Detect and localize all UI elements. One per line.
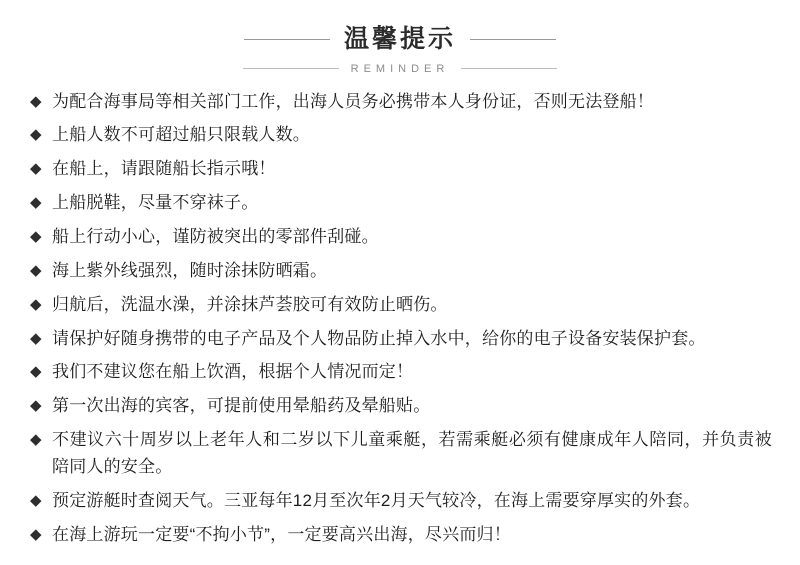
title-row	[244, 26, 556, 54]
list-item	[30, 224, 772, 251]
list-item-text: 在船上，请跟随船长指示哦！	[52, 159, 276, 179]
list-item	[30, 89, 772, 116]
diamond-bullet-icon: ◆	[30, 431, 42, 449]
list-item-text: 船上行动小心，谨防被突出的零部件刮碰。	[52, 226, 379, 246]
list-item-text: 预定游艇时查阅天气。三亚每年12月至次年2月天气较冷，在海上需要穿厚实的外套。	[52, 490, 701, 510]
list-item	[30, 488, 772, 515]
page-header	[26, 26, 774, 75]
list-item-text: 我们不建议您在船上饮酒，根据个人情况而定！	[52, 362, 414, 382]
diamond-bullet-icon: ◆	[30, 397, 42, 415]
list-item	[30, 359, 772, 386]
diamond-bullet-icon: ◆	[30, 295, 42, 313]
subtitle-row	[243, 63, 558, 75]
page-subtitle: REMINDER	[350, 62, 450, 75]
list-item	[30, 292, 772, 319]
list-item	[30, 522, 772, 549]
diamond-bullet-icon: ◆	[30, 92, 42, 110]
diamond-bullet-icon: ◆	[30, 363, 42, 381]
list-item-text: 请保护好随身携带的电子产品及个人物品防止掉入水中，给你的电子设备安装保护套。	[52, 328, 706, 348]
title-rule-left	[244, 39, 330, 40]
list-item	[30, 122, 772, 149]
diamond-bullet-icon: ◆	[30, 491, 42, 509]
subtitle-rule-right	[461, 68, 557, 69]
list-item-text: 上船人数不可超过船只限载人数。	[52, 125, 310, 145]
list-item	[30, 427, 772, 481]
page-title: 温馨提示	[343, 25, 456, 53]
diamond-bullet-icon: ◆	[30, 194, 42, 212]
list-item	[30, 326, 772, 353]
list-item-text: 归航后，洗温水澡，并涂抹芦荟胶可有效防止晒伤。	[52, 294, 448, 314]
list-item-text: 不建议六十周岁以上老年人和二岁以下儿童乘艇，若需乘艇必须有健康成年人陪同，并负责被陪同人的安全。	[52, 430, 772, 476]
list-item-text: 为配合海事局等相关部门工作，出海人员务必携带本人身份证，否则无法登船！	[52, 91, 654, 111]
diamond-bullet-icon: ◆	[30, 227, 42, 245]
diamond-bullet-icon: ◆	[30, 525, 42, 543]
diamond-bullet-icon: ◆	[30, 126, 42, 144]
list-item-text: 上船脱鞋，尽量不穿袜子。	[52, 193, 259, 213]
list-item-text: 海上紫外线强烈，随时涂抹防晒霜。	[52, 260, 328, 280]
diamond-bullet-icon: ◆	[30, 329, 42, 347]
list-item	[30, 258, 772, 285]
diamond-bullet-icon: ◆	[30, 261, 42, 279]
reminder-list	[26, 89, 774, 549]
list-item-text: 第一次出海的宾客，可提前使用晕船药及晕船贴。	[52, 396, 431, 416]
list-item	[30, 190, 772, 217]
list-item-text: 在海上游玩一定要“不拘小节”，一定要高兴出海，尽兴而归！	[52, 524, 511, 544]
title-rule-right	[470, 39, 556, 40]
list-item	[30, 156, 772, 183]
diamond-bullet-icon: ◆	[30, 160, 42, 178]
list-item	[30, 393, 772, 420]
subtitle-rule-left	[243, 68, 339, 69]
